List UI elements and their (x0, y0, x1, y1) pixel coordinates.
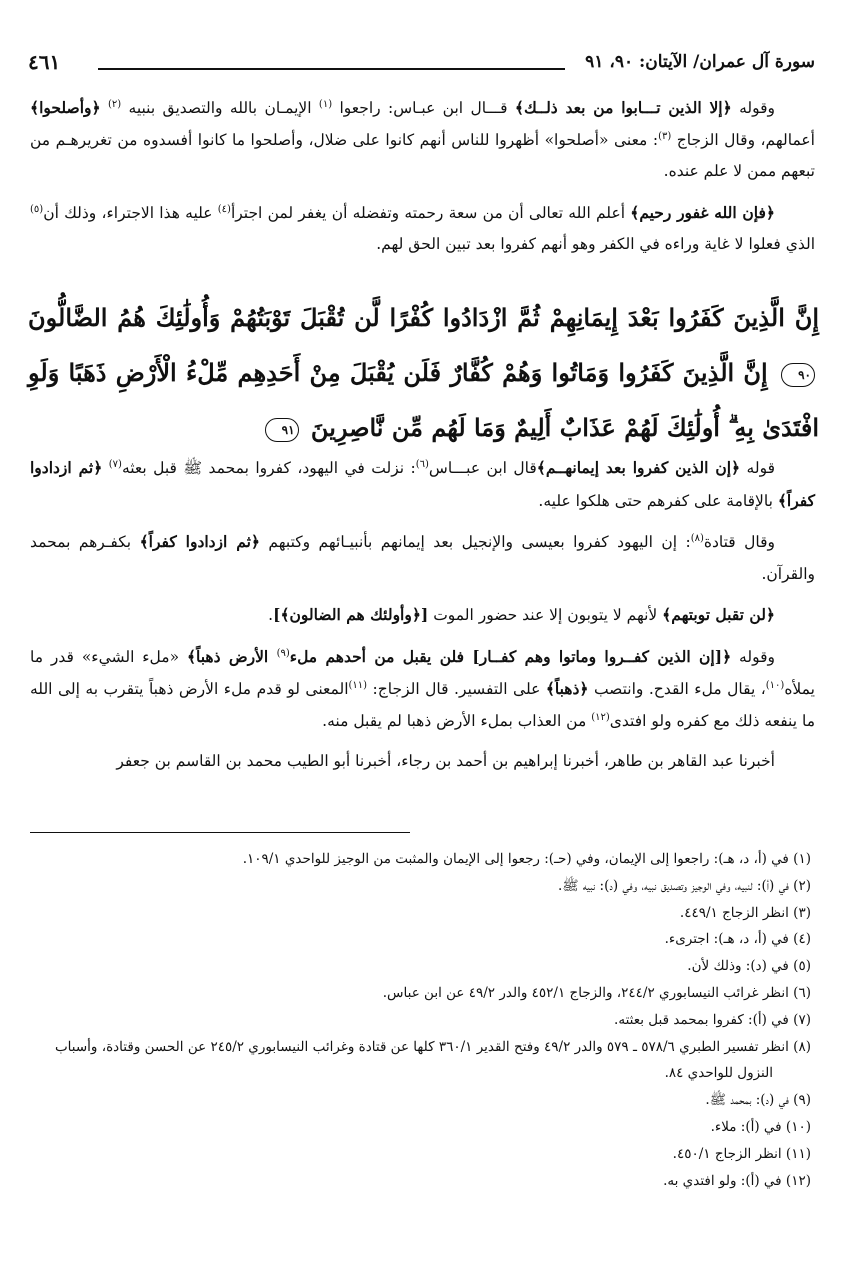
text: الذي فعلوا لا غاية وراءه في الكفر وهو أنهم كفروا بعد تبين الحق لهم. (376, 235, 815, 253)
text: بكفـرهم بمحمد والقرآن. (30, 533, 815, 583)
header-title: سورة آل عمران/ الآيتان: ٩٠، ٩١ (585, 52, 815, 72)
text: وقال قتادة (703, 533, 776, 551)
verse-91: إِنَّ الَّذِينَ كَفَرُوا وَمَاتُوا وَهُمْ كُفَّارٌ فَلَن يُقْبَلَ مِنْ أَحَدِهِم مِّلْءُ الْأَرْضِ ذَهَبًا وَلَوِ افْتَدَىٰ بِهِ ۗ أُولَٰئِكَ لَهُمْ عَذَابٌ أَلِيمٌ وَمَا لَهُم مِّن نَّاصِرِينَ (28, 358, 819, 442)
page-number: ٤٦١ (28, 50, 61, 74)
footnote-8: (٨) انظر تفسير الطبري ٥٧٨/٦ ـ ٥٧٩ والدر ٤٩/٢ وفتح القدير ٣٦٠/١ كلها عن قتادة وغرائب النيسابوري ٢٤٥/٢ عن الحسن وقتادة، وأسباب النزول للواحدي ٨٤. (54, 1038, 811, 1082)
footnote-6: (٦) انظر غرائب النيسابوري ٢٤٤/٢، والزجاج ٤٥٢/١ والدر ٤٩/٢ عن ابن عباس. (382, 984, 811, 1001)
footnote-11: (١١) انظر الزجاج ٤٥٠/١. (672, 1145, 811, 1162)
quran-quote: ﴿إن الذين كفروا بعد إيمانهــم﴾ (536, 458, 741, 477)
footnote-ref: (٢) (107, 98, 122, 110)
footnote-ref: (٤) (217, 203, 231, 215)
paragraph-5 (30, 599, 815, 632)
paragraph-4 (30, 526, 815, 590)
footnote-ref: (٩) (276, 647, 290, 659)
footnote-12: (١٢) في (أ): ولو افتدي به. (663, 1172, 811, 1189)
footnote-ref: (٧) (108, 458, 122, 470)
text: «ملء الشيء» قدر ما يملأه (30, 647, 815, 698)
footnote-10: (١٠) في (أ): ملاء. (710, 1118, 811, 1135)
text: وقوله (731, 99, 776, 117)
text: بالإقامة على كفرهم حتى هلكوا عليه. (538, 491, 778, 510)
verse-number-90: ٩٠ (781, 363, 815, 387)
footnote-ref: (٨) (690, 532, 704, 544)
running-header (28, 52, 815, 78)
verse-number-91: ٩١ (265, 418, 299, 442)
paragraph-2 (30, 197, 815, 261)
commentary-top (30, 92, 815, 270)
text: لأنهم لا يتوبون إلا عند حضور الموت (428, 606, 663, 624)
text: أخبرنا عبد القاهر بن طاهر، أخبرنا إبراهيم بن أحمد بن رجاء، أخبرنا أبو الطيب محمد بن القاسم بن جعفر (116, 752, 775, 770)
text: : معنى «أصلحوا» أظهروا للناس أنهم كانوا على ضلال، وأصلحوا ما كانوا أفسدوه من تغريرهـم من تبعهم ممن لا علم عنده. (30, 130, 815, 180)
paragraph-3 (30, 452, 815, 517)
text: قوله (740, 459, 775, 477)
text: أعمالهم، وقال الزجاج (671, 130, 815, 149)
text: ، يقال ملء القدح. وانتصب (588, 680, 766, 698)
verse-90: إِنَّ الَّذِينَ كَفَرُوا بَعْدَ إِيمَانِهِمْ ثُمَّ ازْدَادُوا كُفْرًا لَّن تُقْبَلَ تَوْبَتُهُمْ وَأُولَٰئِكَ هُمُ الضَّالُّونَ (28, 303, 819, 332)
text: قال ابن عبـــاس (428, 459, 537, 477)
footnote-3: (٣) انظر الزجاج ٤٤٩/١. (679, 904, 811, 921)
quran-quote: ﴿فإن الله غفور رحيم﴾ (630, 202, 775, 222)
quran-quote: [﴿وأولئك هم الضالون﴾] (273, 605, 429, 624)
text: : إن اليهود كفروا بعيسى والإنجيل بعد إيمانهم بأنبيـائهم وكتبهم (259, 533, 691, 551)
text: على التفسير. قال الزجاج: (367, 680, 546, 698)
footnote-ref: (٣) (658, 130, 672, 142)
text: من العذاب بملء الأرض ذهبا لم يقبل منه. (322, 711, 592, 730)
footnote-7: (٧) في (أ): كفروا بمحمد قبل بعثته. (614, 1011, 811, 1028)
text: . (268, 606, 274, 624)
quran-quote: ﴿ثم ازدادوا كفراً﴾ (139, 532, 260, 551)
text: : نزلت في اليهود، كفروا بمحمد ﷺ قبل بعثه (121, 459, 416, 477)
text: الإيمـان بالله والتصديق بنبيه (121, 99, 319, 117)
footnote-ref: (٦) (415, 458, 429, 470)
footnote-separator (30, 832, 410, 833)
paragraph-7 (30, 746, 815, 778)
quran-quote: ﴿وأصلحوا﴾ (30, 98, 101, 117)
footnote-ref: (١) (318, 98, 333, 110)
header-rule (98, 68, 565, 70)
footnote-ref: (١١) (348, 679, 368, 691)
quran-quote: ﴿لن تقبل توبتهم﴾ (662, 605, 775, 624)
footnote-2: (٢) في (أ): لنبيه، وفي الوجيز وتصديق نبيه، وفي (د): نبيه ﷺ. (557, 877, 811, 894)
text: أعلم الله تعالى أن من سعة رحمته وتفضله أن يغفر لمن اجترأ (230, 203, 631, 222)
text: قـــال ابن عبـاس: راجعوا (332, 99, 515, 117)
paragraph-6 (30, 641, 815, 738)
quran-quote: ﴿ثم ازدادوا كفراً﴾ (30, 458, 815, 510)
footnote-4: (٤) في (أ، د، هـ): اجترىء. (664, 931, 811, 948)
text: المعنى لو قدم ملء الأرض ذهباً يتقرب به إلى الله ما ينفعه ذلك مع كفره ولو افتدى (30, 680, 815, 730)
quran-verses (28, 290, 819, 455)
text (101, 99, 108, 117)
quran-quote: ﴿[إن الذين كفــروا وماتوا وهم كفــار] فلن يقبل من أحدهم ملء (289, 646, 732, 666)
footnote-5: (٥) في (د): وذلك لأن. (687, 958, 811, 975)
footnote-1: (١) في (أ، د، هـ): راجعوا إلى الإيمان، وفي (حـ): رجعوا إلى الإيمان والمثبت من الوجيز للواحدي ١٠٩/١. (242, 851, 811, 867)
footnote-ref: (٥) (30, 203, 44, 215)
quran-quote: ﴿ذهباً﴾ (545, 679, 589, 698)
commentary-bottom (30, 452, 815, 787)
footnotes (30, 846, 811, 1194)
footnote-ref: (١٠) (765, 679, 785, 691)
quran-quote: الأرض ذهباً﴾ (186, 646, 277, 666)
footnote-ref: (١٢) (591, 711, 610, 723)
paragraph-1 (30, 92, 815, 188)
footnote-9: (٩) في (د): بمحمد ﷺ. (705, 1092, 811, 1109)
quran-quote: ﴿إلا الذين تـــابوا من بعد ذلــك﴾ (514, 98, 732, 117)
text: عليه هذا الاجتراء، وذلك أن (43, 203, 218, 222)
text: وقوله (731, 647, 775, 666)
